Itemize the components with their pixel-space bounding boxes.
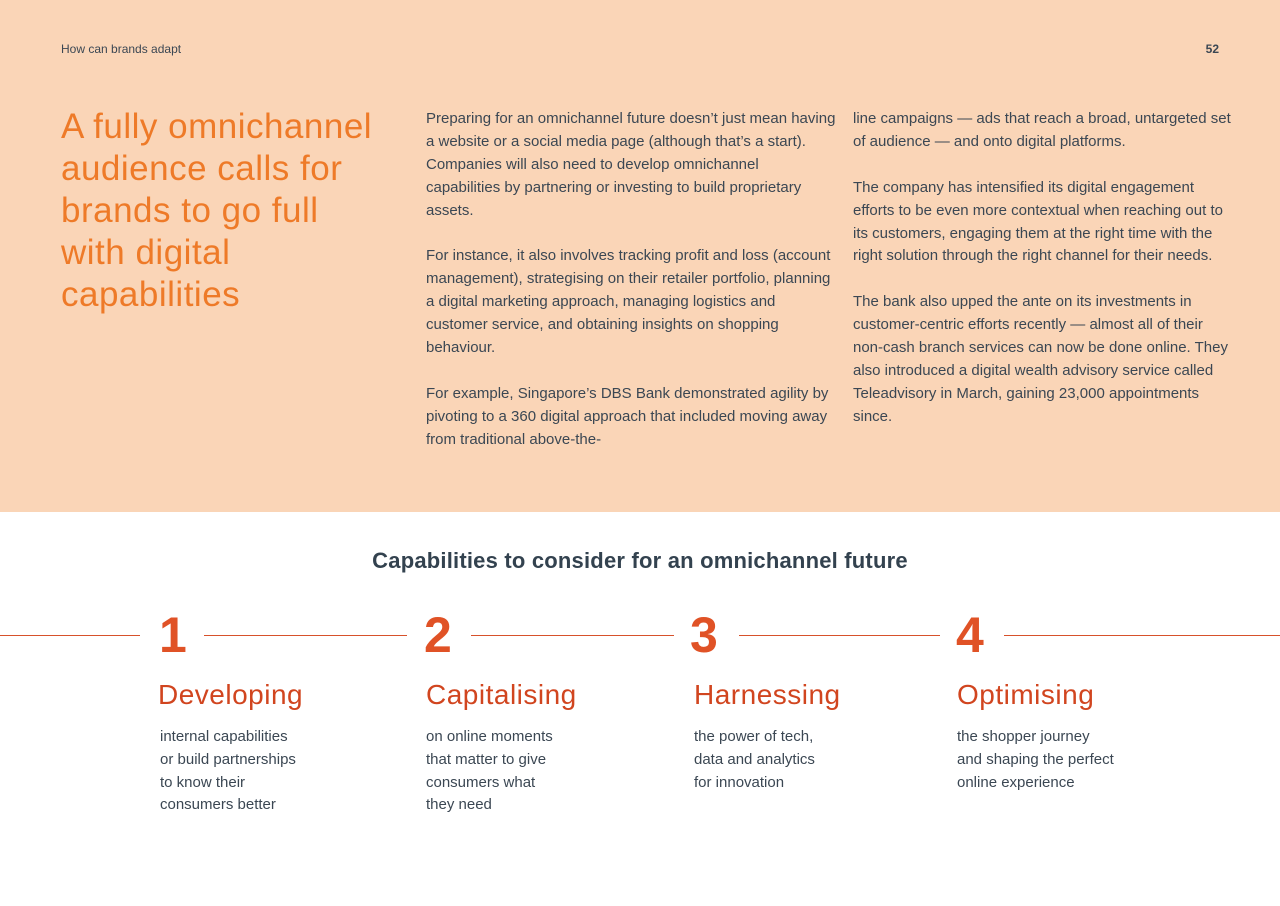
step-heading-harnessing: Harnessing [694, 679, 841, 710]
timeline-rule [204, 635, 407, 636]
paragraph: The company has intensified its digital engagement efforts to be even more contextual when reaching out to its customers, engaging them at the right time with the right solution through the right channel for their needs. [853, 178, 1223, 265]
step-number-4: 4 [956, 607, 984, 663]
paragraph: line campaigns — ads that reach a broad, untargeted set of audience — and onto digital platforms. [853, 110, 1231, 150]
running-head: How can brands adapt [61, 42, 182, 56]
step-heading-capitalising: Capitalising [426, 679, 577, 710]
timeline-rule [1004, 635, 1280, 636]
timeline-rule [739, 635, 940, 636]
step-number-3: 3 [690, 607, 718, 663]
timeline-rule [0, 635, 140, 636]
step-description-2: on online moments that matter to give consumers what they need [426, 728, 553, 814]
step-number-1: 1 [159, 607, 187, 663]
step-heading-developing: Developing [158, 679, 304, 710]
page-number: 52 [1205, 42, 1219, 56]
step-number-2: 2 [424, 607, 452, 663]
capabilities-title: Capabilities to consider for an omnichannel future [372, 548, 908, 573]
paragraph: For example, Singapore’s DBS Bank demonstrated agility by pivoting to a 360 digital approach that included moving away from traditional above-the- [426, 384, 829, 448]
step-description-3: the power of tech, data and analytics for innovation [694, 728, 815, 791]
step-heading-optimising: Optimising [957, 679, 1095, 710]
step-description-1: internal capabilities or build partnerships to know their consumers better [160, 728, 296, 814]
body-column-2 [853, 108, 1233, 452]
headline: A fully omnichannel audience calls for brands to go full with digital capabilities [61, 107, 373, 314]
paragraph: Preparing for an omnichannel future doesn’t just mean having a website or a social media page (although that’s a start). Companies will also need to develop omnichannel capabilities by partnering or investing to build proprietary assets. [426, 110, 836, 219]
timeline-rule [471, 635, 674, 636]
paragraph: The bank also upped the ante on its investments in customer-centric efforts recently — almost all of their non-cash branch services can now be done online. They also introduced a digital wealth advisory service called Teleadvisory in March, gaining 23,000 appointments since. [853, 293, 1228, 425]
step-description-4: the shopper journey and shaping the perfect online experience [957, 728, 1114, 791]
paragraph: For instance, it also involves tracking profit and loss (account management), strategising on their retailer portfolio, planning a digital marketing approach, managing logistics and customer service, and obtaining insights on shopping behaviour. [426, 247, 831, 357]
body-column-1 [426, 108, 836, 474]
